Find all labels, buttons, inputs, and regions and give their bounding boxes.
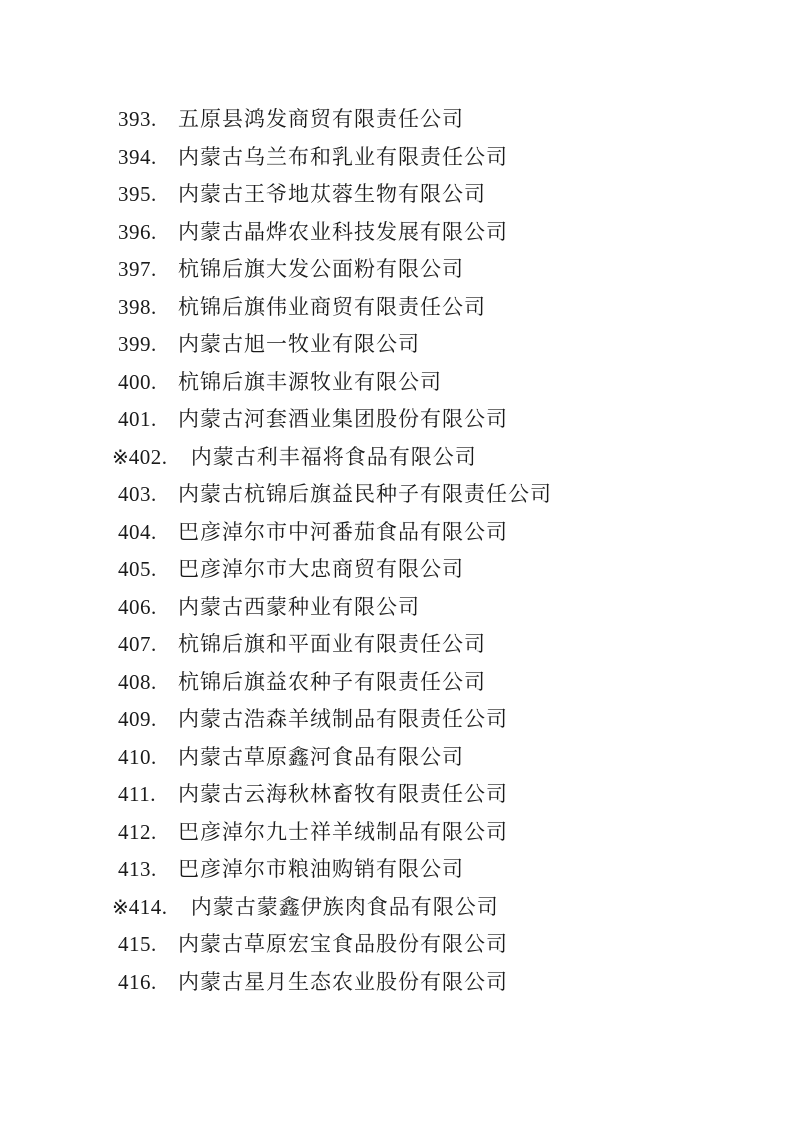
item-number: 411. xyxy=(118,782,156,806)
company-name: 杭锦后旗益农种子有限责任公司 xyxy=(178,669,486,694)
item-number: 407. xyxy=(118,632,157,656)
company-name: 五原县鸿发商贸有限责任公司 xyxy=(178,107,464,131)
item-number: 409. xyxy=(118,707,157,731)
special-marker: ※ xyxy=(112,896,129,919)
list-item xyxy=(0,439,793,477)
company-name: 内蒙古草原宏宝食品股份有限公司 xyxy=(178,932,508,956)
list-item xyxy=(0,364,793,402)
item-number: 413. xyxy=(118,857,157,881)
item-number: 394. xyxy=(118,144,157,169)
company-name: 巴彦淖尔九士祥羊绒制品有限公司 xyxy=(178,819,508,844)
company-name: 内蒙古西蒙种业有限公司 xyxy=(178,594,420,619)
company-name: 内蒙古王爷地苁蓉生物有限公司 xyxy=(178,182,486,206)
list-item xyxy=(0,776,793,814)
list-item xyxy=(0,814,793,852)
list-item xyxy=(0,889,793,927)
company-name: 内蒙古杭锦后旗益民种子有限责任公司 xyxy=(178,482,552,506)
list-item xyxy=(0,101,793,139)
list-item xyxy=(0,926,793,964)
list-item xyxy=(0,251,793,289)
company-name: 内蒙古蒙鑫伊族肉食品有限公司 xyxy=(190,894,499,919)
company-name: 内蒙古草原鑫河食品有限公司 xyxy=(178,744,464,769)
list-item xyxy=(0,589,793,627)
item-number: 416. xyxy=(118,969,157,994)
item-number: 400. xyxy=(118,369,157,394)
company-name: 内蒙古云海秋林畜牧有限责任公司 xyxy=(178,782,508,806)
company-name: 巴彦淖尔市中河番茄食品有限公司 xyxy=(178,519,508,544)
company-name: 内蒙古晶烨农业科技发展有限公司 xyxy=(178,219,508,244)
item-number: 406. xyxy=(118,594,157,619)
company-name: 内蒙古旭一牧业有限公司 xyxy=(178,332,420,356)
item-number: 414. xyxy=(128,894,168,919)
company-name: 内蒙古利丰福将食品有限公司 xyxy=(190,444,477,469)
list-item xyxy=(0,514,793,552)
item-number: 402. xyxy=(128,444,168,469)
item-number: 410. xyxy=(118,744,157,769)
item-number: 395. xyxy=(118,182,157,206)
list-item xyxy=(0,289,793,327)
item-number: 408. xyxy=(118,669,157,694)
item-number: 412. xyxy=(118,819,157,844)
list-item xyxy=(0,326,793,364)
company-name: 内蒙古乌兰布和乳业有限责任公司 xyxy=(178,144,508,169)
list-item xyxy=(0,701,793,739)
company-list xyxy=(0,101,793,1001)
list-item xyxy=(0,551,793,589)
list-item xyxy=(0,626,793,664)
list-item xyxy=(0,964,793,1002)
item-number: 401. xyxy=(118,407,157,431)
item-number: 415. xyxy=(118,932,157,956)
company-name: 杭锦后旗大发公面粉有限公司 xyxy=(178,257,464,281)
company-name: 内蒙古河套酒业集团股份有限公司 xyxy=(178,407,508,431)
company-name: 巴彦淖尔市粮油购销有限公司 xyxy=(178,857,464,881)
item-number: 404. xyxy=(118,519,157,544)
list-item xyxy=(0,139,793,177)
list-item xyxy=(0,401,793,439)
item-number: 405. xyxy=(118,557,157,581)
list-item xyxy=(0,664,793,702)
item-number: 403. xyxy=(118,482,157,506)
company-name: 巴彦淖尔市大忠商贸有限公司 xyxy=(178,557,464,581)
item-number: 398. xyxy=(118,294,157,319)
company-name: 内蒙古星月生态农业股份有限公司 xyxy=(178,969,508,994)
list-item xyxy=(0,176,793,214)
list-item xyxy=(0,739,793,777)
company-name: 内蒙古浩森羊绒制品有限责任公司 xyxy=(178,707,508,731)
list-item xyxy=(0,214,793,252)
item-number: 397. xyxy=(118,257,157,281)
list-item xyxy=(0,851,793,889)
company-name: 杭锦后旗伟业商贸有限责任公司 xyxy=(178,294,486,319)
special-marker: ※ xyxy=(112,446,129,469)
company-name: 杭锦后旗丰源牧业有限公司 xyxy=(178,369,442,394)
item-number: 396. xyxy=(118,219,157,244)
company-name: 杭锦后旗和平面业有限责任公司 xyxy=(178,632,486,656)
list-item xyxy=(0,476,793,514)
item-number: 393. xyxy=(118,107,157,131)
item-number: 399. xyxy=(118,332,157,356)
